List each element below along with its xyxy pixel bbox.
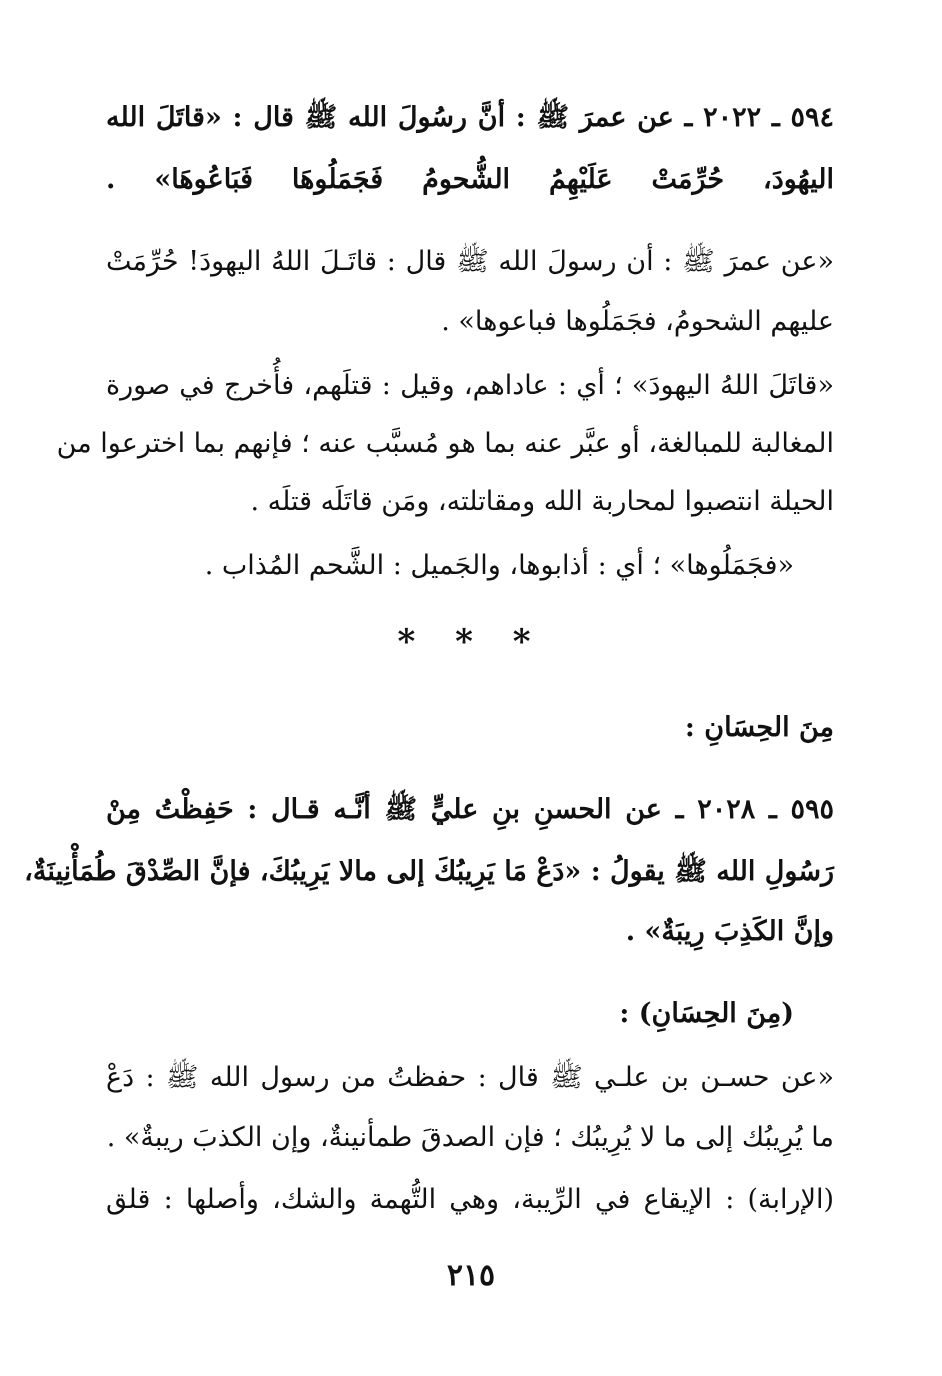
commentary-594-line-1: «قاتَلَ اللهُ اليهودَ» ؛ أي : عاداهم، وقيل : قتلَهم، فأُخرج في صورة [106, 370, 834, 401]
commentary-595-line-1: (الإرابة) : الإيقاع في الرِّيبة، وهي التُّهمة والشك، وأصلها : قلق [106, 1184, 834, 1215]
hadith-595-line-2: رَسُولِ الله ﷺ يقولُ : «دَعْ مَا يَرِيبُكَ إلى مالا يَرِيبُكَ، فإنَّ الصِّدْقَ طُمَأْنِينَةٌ، [24, 856, 834, 887]
source-595-line-1: «عن حسـن بن علـي ﷺ قال : حفظتُ من رسول الله ﷺ : دَعْ [106, 1062, 834, 1093]
source-594-line-1: «عن عمرَ ﷺ : أن رسولَ الله ﷺ قال : قاتَـلَ اللهُ اليهودَ! حُرِّمَتْ [106, 246, 834, 277]
page-number: ٢١٥ [446, 1258, 496, 1293]
hadith-595-line-1: ٥٩٥ ـ ٢٠٢٨ ـ عن الحسنِ بنِ عليٍّ ﷺ أنَّـه قـال : حَفِظْتُ مِنْ [106, 794, 834, 825]
hadith-594-line-2: اليهُودَ، حُرِّمَتْ عَلَيْهِمُ الشُّحومُ فَجَمَلُوهَا فَبَاعُوهَا» . [106, 164, 834, 195]
hadith-595-line-3: وإنَّ الكَذِبَ رِيبَةٌ» . [625, 916, 834, 947]
source-heading: (مِنَ الحِسَانِ) : [619, 998, 794, 1029]
commentary-594-line-3: الحيلة انتصبوا لمحاربة الله ومقاتلته، ومَن قاتَلَه قتلَه . [250, 486, 834, 517]
hadith-594-line-1: ٥٩٤ ـ ٢٠٢٢ ـ عن عمرَ ﷺ : أنَّ رسُولَ الله ﷺ قال : «قاتَلَ الله [106, 102, 834, 133]
commentary-594-para-2: «فجَمَلُوها» ؛ أي : أذابوها، والجَميل : الشَّحم المُذاب . [204, 550, 794, 581]
source-594-line-2: عليهم الشحومُ، فجَمَلُوها فباعوها» . [441, 306, 834, 337]
commentary-594-line-2: المغالبة للمبالغة، أو عبَّر عنه بما هو مُسبَّب عنه ؛ فإنهم بما اخترعوا من [56, 428, 834, 459]
section-heading: مِنَ الحِسَانِ : [684, 712, 834, 743]
source-595-line-2: ما يُرِيبُك إلى ما لا يُرِيبُك ؛ فإن الصدقَ طمأنينةٌ، وإن الكذبَ ريبةٌ» . [106, 1122, 834, 1153]
section-separator: * * * [397, 622, 545, 662]
